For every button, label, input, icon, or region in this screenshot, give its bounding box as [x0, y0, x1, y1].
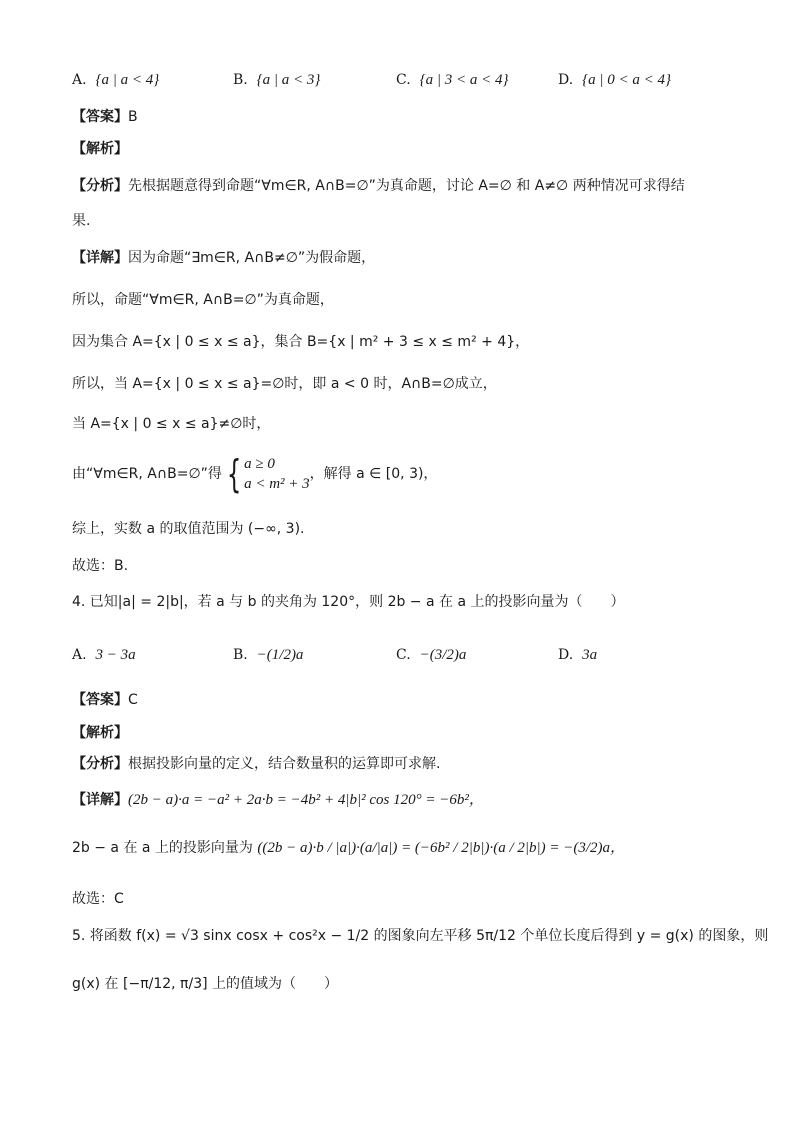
- q3-option-d: D. {a | 0 < a < 4}: [558, 72, 671, 88]
- q3-jiexi: 【解析】: [72, 141, 128, 157]
- q3-detail-line-5: 当 A={x | 0 ≤ x ≤ a}≠∅时，: [72, 416, 271, 432]
- q4-detail-line-1: 【详解】(2b − a)·a = −a² + 2a·b = −4b² + 4|b|² cos 120° = −6b²，: [72, 792, 484, 808]
- q4-answer: 【答案】C: [72, 692, 138, 708]
- q3-detail-line-3: 因为集合 A={x | 0 ≤ x ≤ a}，集合 B={x | m² + 3 ≤ x ≤ m² + 4}，: [72, 334, 530, 350]
- q5-stem-line-2: g(x) 在 [−π/12, π/3] 上的值域为（ ）: [72, 976, 339, 992]
- q3-fenxi: 【分析】先根据题意得到命题“∀m∈R, A∩B=∅”为真命题，讨论 A=∅ 和 A≠∅ 两种情况可求得结: [72, 178, 685, 194]
- q3-option-a: A. {a | a < 4}: [72, 72, 160, 88]
- q3-choice: 故选：B.: [72, 558, 129, 574]
- q4-stem: 4. 已知|a| = 2|b|，若 a 与 b 的夹角为 120°，则 2b − a 在 a 上的投影向量为（ ）: [72, 594, 625, 610]
- q4-option-b: B. −(1/2)a: [233, 647, 304, 663]
- left-brace: {: [226, 452, 242, 496]
- q3-answer: 【答案】B: [72, 109, 138, 125]
- q4-option-d: D. 3a: [558, 647, 598, 663]
- q4-option-a: A. 3 − 3a: [72, 647, 136, 663]
- q4-choice: 故选：C: [72, 891, 124, 907]
- q3-option-c: C. {a | 3 < a < 4}: [396, 72, 509, 88]
- q3-summary: 综上，实数 a 的取值范围为 (−∞, 3).: [72, 521, 305, 537]
- q4-fenxi: 【分析】根据投影向量的定义，结合数量积的运算即可求解.: [72, 756, 441, 772]
- q3-system-line: 由“∀m∈R, A∩B=∅”得 { a ≥ 0 a < m² + 3 ，解得 a ∈ [0, 3)，: [72, 452, 438, 496]
- q3-fenxi-cont: 果.: [72, 213, 91, 229]
- q4-jiexi: 【解析】: [72, 725, 128, 741]
- q3-option-b: B. {a | a < 3}: [233, 72, 321, 88]
- q3-detail-line-2: 所以，命题“∀m∈R, A∩B=∅”为真命题，: [72, 292, 334, 308]
- q3-detail-line-4: 所以，当 A={x | 0 ≤ x ≤ a}=∅时，即 a < 0 时，A∩B=∅成立，: [72, 376, 497, 392]
- q5-stem-line-1: 5. 将函数 f(x) = √3 sinx cosx + cos²x − 1/2 的图象向左平移 5π/12 个单位长度后得到 y = g(x) 的图象，则: [72, 928, 769, 944]
- q4-option-c: C. −(3/2)a: [396, 647, 467, 663]
- q3-detail-line-1: 【详解】因为命题“∃m∈R, A∩B≠∅”为假命题，: [72, 250, 376, 266]
- inequality-system: a ≥ 0 a < m² + 3: [244, 456, 310, 492]
- q4-detail-line-2: 2b − a 在 a 上的投影向量为 ((2b − a)·b / |a|)·(a/|a|) = (−6b² / 2|b|)·(a / 2|b|) = −(3/2)a，: [72, 840, 626, 856]
